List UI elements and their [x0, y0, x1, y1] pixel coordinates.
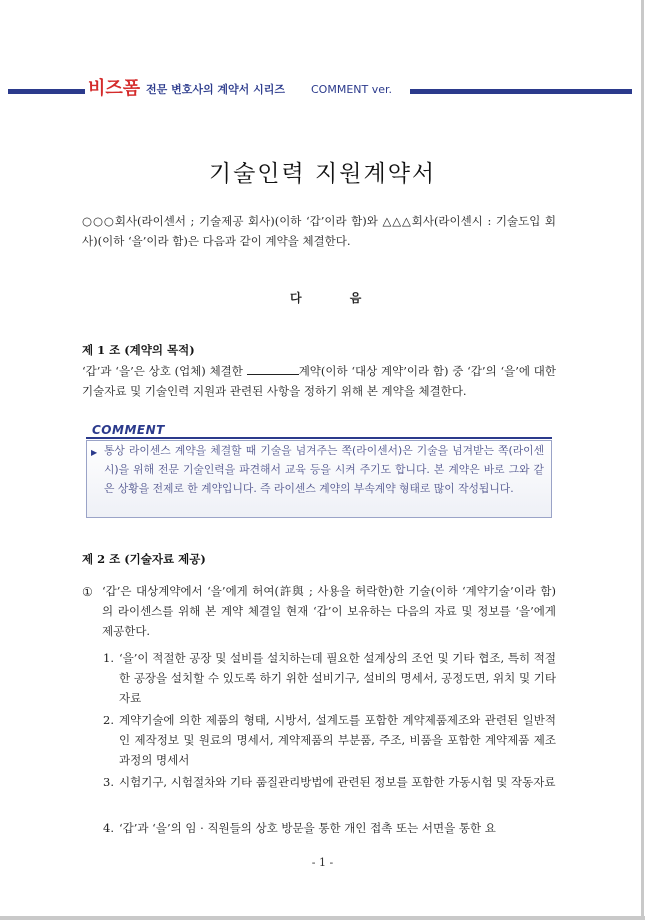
clause-1-text: ‘갑’은 대상계약에서 ‘을’에게 허여(許與 ; 사용을 허락한)한 기술(이하 ‘계약기술’이라 함)의 라이센스를 위해 본 계약 체결일 현재 ‘갑’이 보유하는 다음의 자료 및 정보를 ‘을’에게 제공한다.	[102, 584, 556, 638]
article-1-title: 제 1 조 (계약의 목적)	[82, 343, 195, 357]
item-2-number: 2.	[103, 713, 114, 727]
article-1-text	[82, 361, 556, 401]
item-1-number: 1.	[103, 651, 114, 665]
section-heading-below: 다 음	[290, 291, 384, 305]
comment-rule	[86, 437, 552, 439]
document-title: 기술인력 지원계약서	[208, 161, 437, 187]
brand-logo: 비즈폼	[88, 78, 141, 99]
document-header	[0, 78, 645, 100]
version-label: COMMENT ver.	[311, 83, 393, 96]
clause-1-number: ①	[82, 585, 93, 599]
comment-label: COMMENT	[92, 423, 165, 437]
header-bar-left	[8, 89, 85, 94]
item-4-number: 4.	[103, 821, 114, 835]
item-3-number: 3.	[103, 775, 114, 789]
blank-line	[247, 364, 299, 375]
comment-text: 통상 라이센스 계약을 체결할 때 기술을 넘겨주는 쪽(라이센서)은 기술을 넘겨받는 쪽(라이센시)을 위해 전문 기술인력을 파견해서 교육 등을 시켜 주기도 합니다. 본 계약은 바로 그와 같은 상황을 전제로 한 계약입니다. 즉 라이센스 계약의 부속계약 형태로 많이 작성됩니다.	[104, 444, 544, 495]
series-label: 전문 변호사의 계약서 시리즈	[146, 83, 285, 96]
article-1-text-before: ‘갑’과 ‘을’은 상호 (업체) 체결한	[82, 364, 247, 378]
intro-paragraph: ○○○회사(라이센서 ; 기술제공 회사)(이하 ‘갑’이라 함)와 △△△회사(라이센시 : 기술도입 회사)(이하 ‘을’이라 함)은 다음과 같이 계약을 체결한다.	[82, 214, 556, 248]
article-2-title: 제 2 조 (기술자료 제공)	[82, 552, 206, 566]
article-1-text-after: 계약(이하 ‘대상 계약’이라 함) 중 ‘갑’의 ‘을’에 대한 기술자료 및 기술인력 지원과 관련된 사항을 정하기 위해 본 계약을 체결한다.	[82, 364, 556, 398]
item-3-text: 시험기구, 시험절차와 기타 품질관리방법에 관련된 정보를 포함한 가동시험 및 작동자료	[119, 775, 556, 789]
header-bar-right	[410, 89, 632, 94]
item-2-text: 계약기술에 의한 제품의 형태, 시방서, 설계도를 포함한 계약제품제조와 관련된 일반적인 제작정보 및 원료의 명세서, 계약제품의 부분품, 주조, 비품을 포함한 계약제품 제조과정의 명세서	[119, 713, 556, 767]
triangle-bullet-icon: ▶	[91, 448, 98, 457]
page-shadow-right	[641, 0, 644, 920]
item-4-text: ‘갑’과 ‘을’의 임 · 직원들의 상호 방문을 통한 개인 접촉 또는 서면을 통한 요	[119, 821, 496, 835]
page-shadow-bottom	[0, 916, 645, 920]
page-number: - 1 -	[311, 856, 334, 869]
item-1-text: ‘을’이 적절한 공장 및 설비를 설치하는데 필요한 설계상의 조언 및 기타 협조, 특히 적절한 공장을 설치할 수 있도록 하기 위한 설비기구, 설비의 명세서, 공정도면, 위치 및 기타 자료	[119, 651, 556, 705]
